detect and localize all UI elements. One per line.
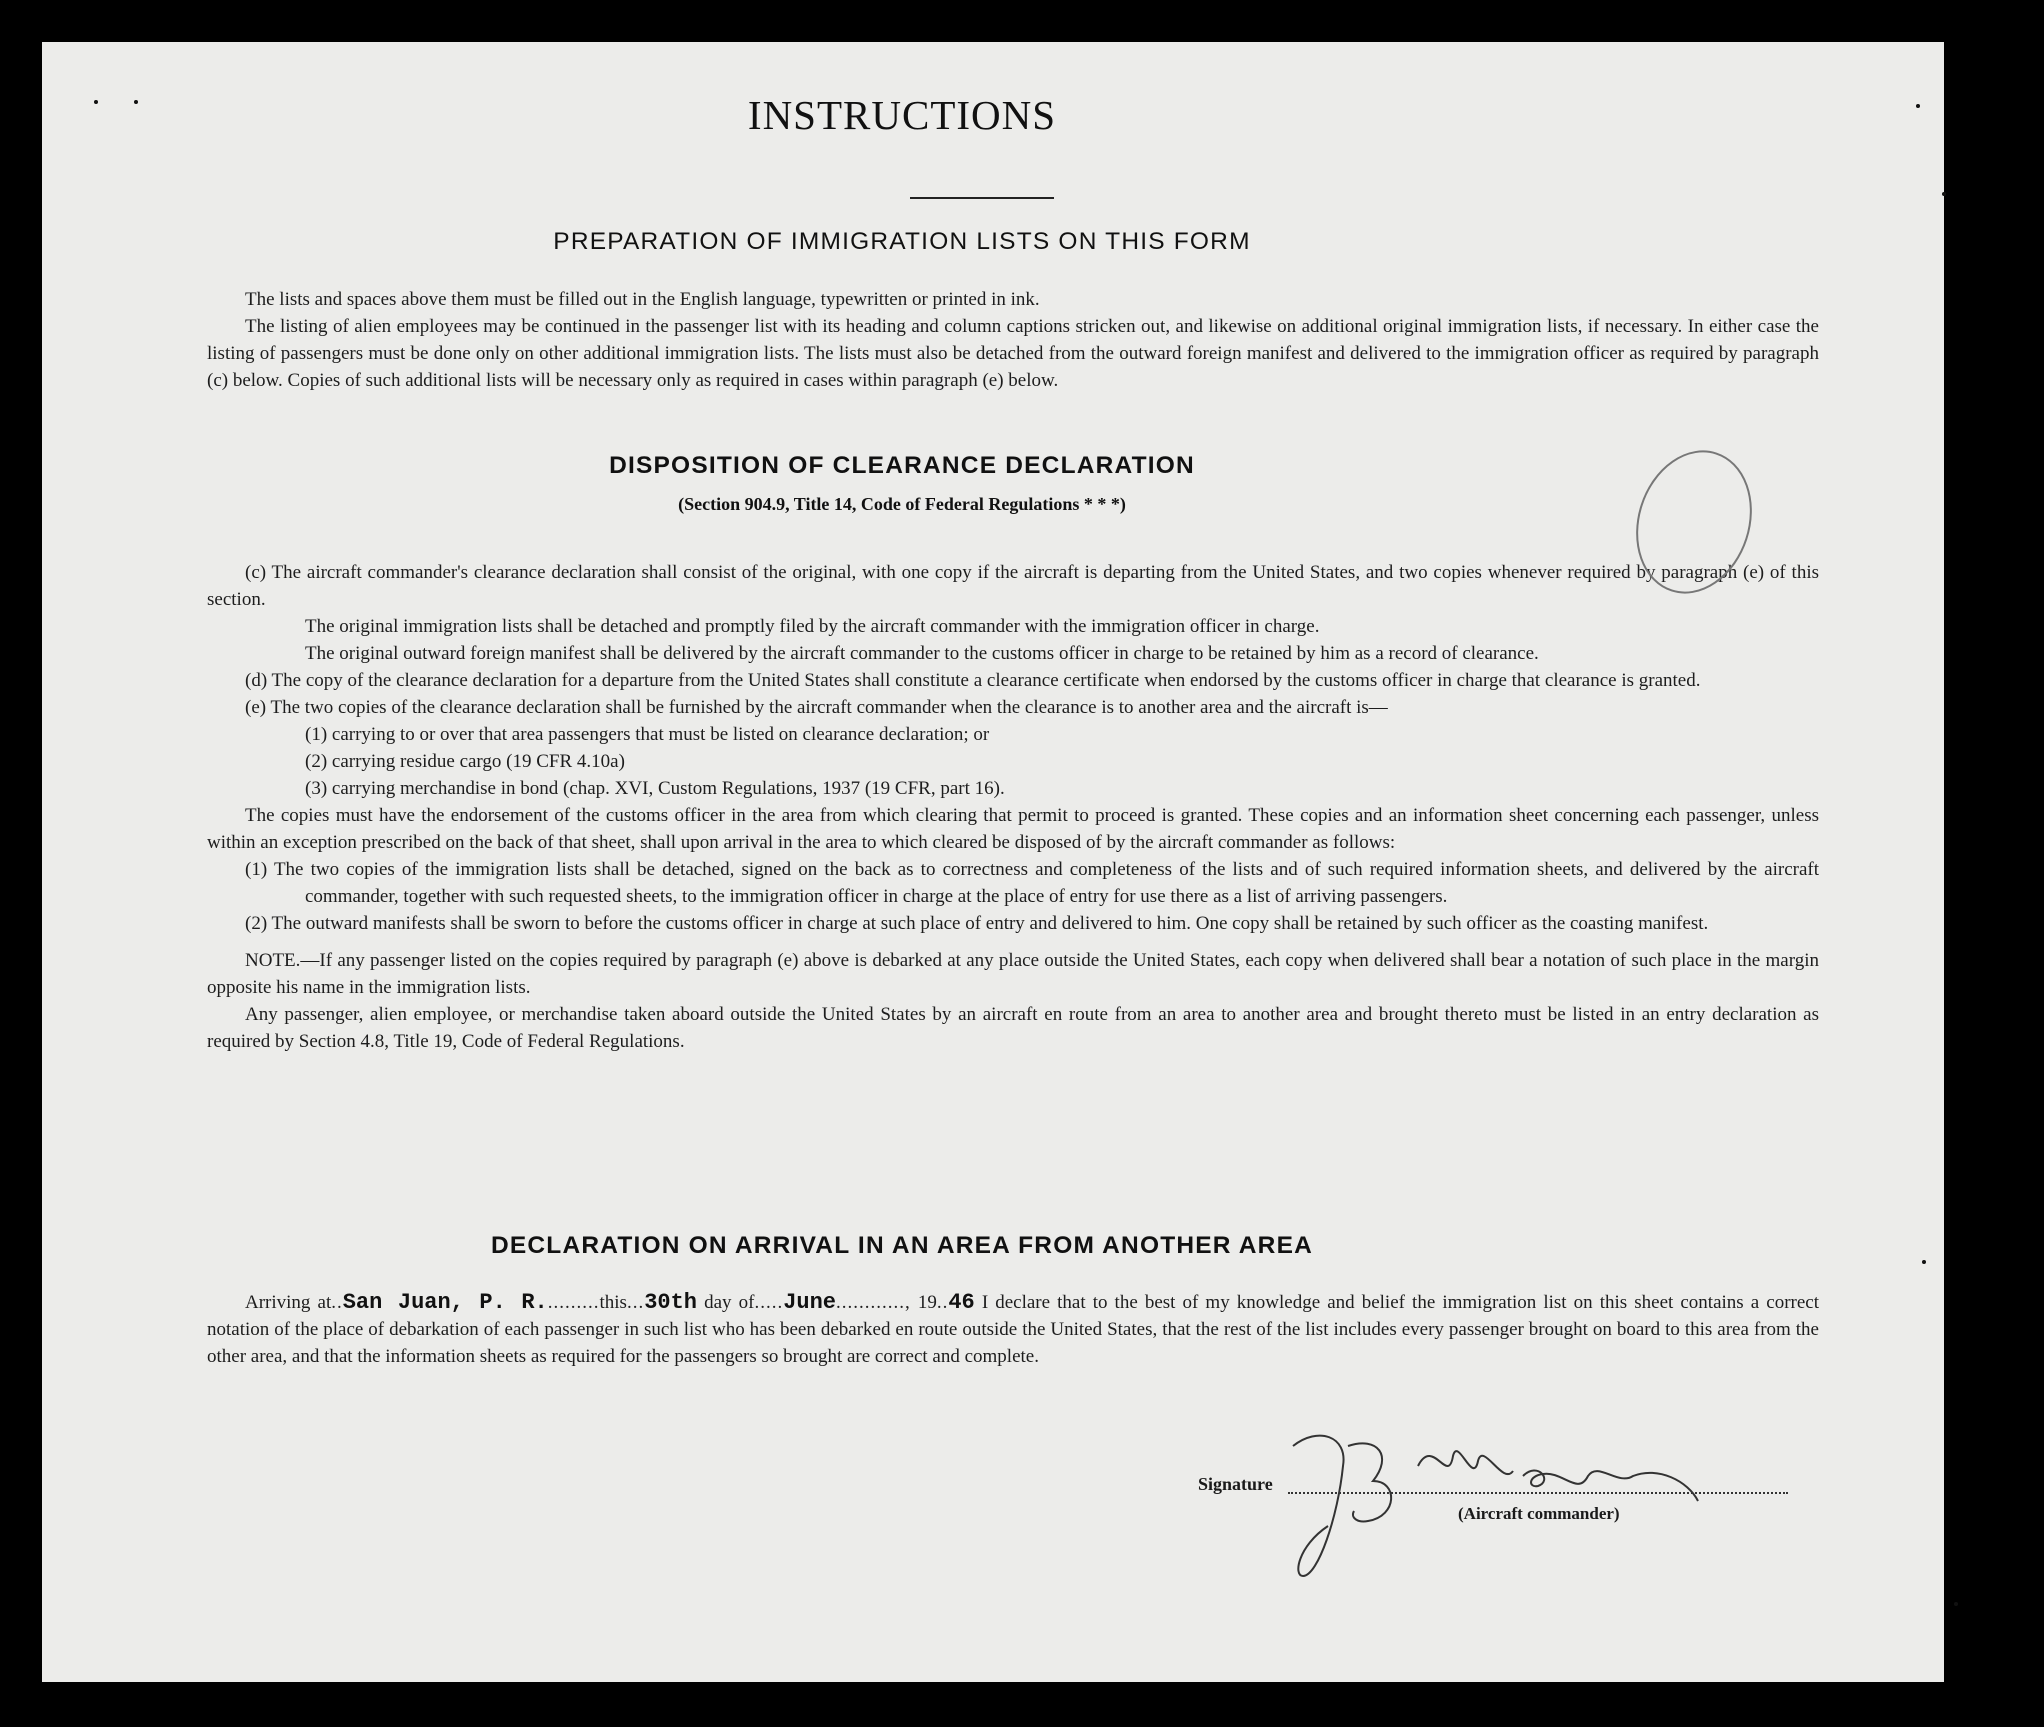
handwritten-signature <box>1288 1426 1748 1586</box>
declaration-paragraph: Arriving at..San Juan, P. R..........this...30th day of.....June............, 19..46 I declare that to the best of my knowledge and belief the immigration list on this sheet contains a correct notation of the place of debarkation of each passenger in such list who has been debarked en route outside the United States, that the rest of the list includes every passenger brought on board to this area from the other area, and that the information sheets as required for the passengers so brought are correct and complete. <box>207 1290 1820 1367</box>
signature-label: Signature <box>1198 1474 1273 1494</box>
paragraph-c: (c) The aircraft commander's clearance declaration shall consist of the original, with one copy if the aircraft is departing from the United States, and two copies whenever required by paragraph (e) of this section. <box>207 562 1819 610</box>
paragraph-any-passenger: Any passenger, alien employee, or merchandise taken aboard outside the United States by an aircraft en route from an area to another area and brought thereto must be listed in an entry declaration as required by Section 4.8, Title 19, Code of Federal Regulations. <box>207 1004 1819 1052</box>
paragraph-arrival-2: (2) The outward manifests shall be sworn to before the customs officer in charge at such place of entry and delivered to him. One copy shall be retained by such officer as the coasting manifest. <box>245 913 1709 934</box>
arrival-year: 46 <box>948 1290 975 1315</box>
page-title: INSTRUCTIONS <box>747 92 1057 138</box>
year-prefix: 19 <box>917 1292 937 1313</box>
paragraph-c-2: The original immigration lists shall be detached and promptly filed by the aircraft commander with the immigration officer in charge. <box>305 616 1320 637</box>
circled-number-stamp <box>1632 442 1762 602</box>
paragraph-note: NOTE.—If any passenger listed on the copies required by paragraph (e) above is debarked at any place outside the United States, each copy when delivered shall bear a notation of such place in the margin opposite his name in the immigration lists. <box>207 950 1819 998</box>
preparation-paragraph-2: The listing of alien employees may be continued in the passenger list with its heading and column captions stricken out, and likewise on additional original immigration lists, if necessary. In either case the listing of passengers must be done only on other additional immigration lists. The lists must also be detached from the outward foreign manifest and delivered to the immigration officer as required by paragraph (c) below. Copies of such additional lists will be necessary only as required in cases within paragraph (e) below. <box>207 316 1819 391</box>
arrival-day: 30th <box>644 1290 698 1315</box>
section-heading-disposition: DISPOSITION OF CLEARANCE DECLARATION <box>609 452 1195 479</box>
paragraph-copies: The copies must have the endorsement of the customs officer in the area from which clearing that permit to proceed is granted. These copies and an information sheet concerning each passenger, unless within an exception prescribed on the back of that sheet, shall upon arrival in the area to which cleared be disposed of by the aircraft commander as follows: <box>207 805 1819 853</box>
signature-block <box>1198 1440 1818 1590</box>
scan-speck <box>134 100 138 104</box>
declaration-section <box>207 1289 1819 1370</box>
section-subheading-citation: (Section 904.9, Title 14, Code of Federal Regulations * * *) <box>678 494 1126 514</box>
paragraph-arrival-1: (1) The two copies of the immigration lists shall be detached, signed on the back as to correctness and completeness of the lists and of such required information sheets, and delivered by the aircraft commander, together with such requested sheets, to the immigration officer in charge at the place of entry for use there as a list of arriving passengers. <box>245 859 1819 907</box>
arrival-place: San Juan, P. R. <box>342 1290 548 1315</box>
arrival-month: June <box>783 1290 836 1315</box>
paragraph-c-3: The original outward foreign manifest shall be delivered by the aircraft commander to the customs officer in charge to be retained by him as a record of clearance. <box>305 643 1539 664</box>
scan-speck <box>1942 192 1946 196</box>
this-label: this <box>599 1292 627 1313</box>
scan-speck <box>1922 1260 1926 1264</box>
scan-speck <box>1916 104 1920 108</box>
section-heading-preparation: PREPARATION OF IMMIGRATION LISTS ON THIS FORM <box>553 228 1251 255</box>
scan-speck <box>1954 1602 1958 1606</box>
paragraph-e-2: (2) carrying residue cargo (19 CFR 4.10a) <box>305 751 625 772</box>
scan-speck <box>94 100 98 104</box>
paragraph-d: (d) The copy of the clearance declaration for a departure from the United States shall constitute a clearance certificate when endorsed by the customs officer in charge that clearance is granted. <box>245 670 1701 691</box>
paragraph-e-1: (1) carrying to or over that area passengers that must be listed on clearance declaration; or <box>305 724 990 745</box>
declaration-text: I declare that to the best of my knowledge and belief the immigration list on this sheet contains a correct notation of the place of debarkation of each passenger in such list who has been debarked en route outside the United States, that the rest of the list includes every passenger brought on board to this area from the other area, and that the information sheets as required for the passengers so brought are correct and complete. <box>207 1292 1820 1367</box>
disposition-section <box>207 559 1819 1055</box>
preparation-paragraph-1: The lists and spaces above them must be filled out in the English language, typewritten or printed in ink. <box>245 289 1040 310</box>
document-page <box>42 42 1944 1682</box>
title-rule <box>910 197 1054 199</box>
signature-caption: (Aircraft commander) <box>1458 1504 1620 1523</box>
day-of-label: day of <box>704 1292 755 1313</box>
paragraph-e-3: (3) carrying merchandise in bond (chap. XVI, Custom Regulations, 1937 (19 CFR, part 16). <box>305 778 1005 799</box>
arriving-label: Arriving at <box>245 1292 332 1313</box>
paragraph-e: (e) The two copies of the clearance declaration shall be furnished by the aircraft commander when the clearance is to another area and the aircraft is— <box>245 697 1388 718</box>
preparation-section <box>207 286 1819 394</box>
section-heading-declaration: DECLARATION ON ARRIVAL IN AN AREA FROM ANOTHER AREA <box>490 1232 1314 1259</box>
